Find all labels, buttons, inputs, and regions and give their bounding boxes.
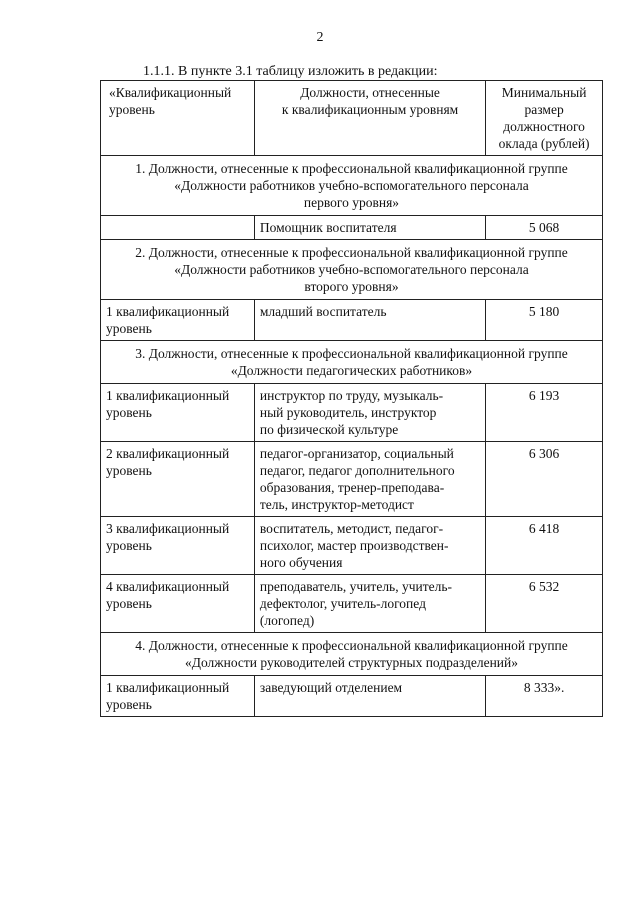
header-positions: Должности, отнесенные к квалификационным уровням	[254, 81, 485, 156]
page-number: 2	[316, 30, 324, 45]
group-title-row	[101, 341, 603, 384]
header-min-salary: Минимальный размер должностного оклада (рублей)	[486, 81, 603, 156]
salary-cell: 5 180	[486, 300, 603, 341]
table-row	[101, 300, 603, 341]
qualification-level-cell: 1 квалификационный уровень	[101, 384, 255, 442]
group-title: 3. Должности, отнесенные к профессиональной квалификационной группе «Должности педагогических работников»	[101, 341, 603, 384]
header-qualification-level: «Квалификационный уровень	[101, 81, 255, 156]
group-title-row	[101, 156, 603, 216]
qualification-level-cell: 3 квалификационный уровень	[101, 517, 255, 575]
salary-cell: 6 306	[486, 442, 603, 517]
positions-cell: воспитатель, методист, педагог- психолог, мастер производствен- ного обучения	[254, 517, 485, 575]
qualification-level-cell: 2 квалификационный уровень	[101, 442, 255, 517]
group-title: 1. Должности, отнесенные к профессиональной квалификационной группе «Должности работников учебно-вспомогательного персонала первого уровня»	[101, 156, 603, 216]
intro-paragraph: 1.1.1. В пункте 3.1 таблицу изложить в редакции:	[143, 64, 438, 79]
group-title-row	[101, 633, 603, 676]
group-title-row	[101, 240, 603, 300]
salary-cell: 8 333».	[486, 676, 603, 717]
table-row	[101, 384, 603, 442]
positions-cell: преподаватель, учитель, учитель- дефектолог, учитель-логопед (логопед)	[254, 575, 485, 633]
positions-cell: Помощник воспитателя	[254, 216, 485, 240]
table-row	[101, 575, 603, 633]
group-title: 2. Должности, отнесенные к профессиональной квалификационной группе «Должности работников учебно-вспомогательного персонала второго уровня»	[101, 240, 603, 300]
table-row	[101, 442, 603, 517]
table-row	[101, 517, 603, 575]
positions-cell: младший воспитатель	[254, 300, 485, 341]
qualification-level-cell: 4 квалификационный уровень	[101, 575, 255, 633]
salary-cell: 6 418	[486, 517, 603, 575]
positions-cell: заведующий отделением	[254, 676, 485, 717]
qualification-level-cell: 1 квалификационный уровень	[101, 676, 255, 717]
table-header-row	[101, 81, 603, 156]
salary-cell: 6 532	[486, 575, 603, 633]
table-row	[101, 216, 603, 240]
positions-cell: педагог-организатор, социальный педагог, педагог дополнительного образования, тренер-преподава- тель, инструктор-методист	[254, 442, 485, 517]
salary-cell: 5 068	[486, 216, 603, 240]
positions-cell: инструктор по труду, музыкаль- ный руководитель, инструктор по физической культуре	[254, 384, 485, 442]
table-row	[101, 676, 603, 717]
group-title: 4. Должности, отнесенные к профессиональной квалификационной группе «Должности руководителей структурных подразделений»	[101, 633, 603, 676]
salary-table	[100, 80, 603, 717]
qualification-level-cell	[101, 216, 255, 240]
salary-cell: 6 193	[486, 384, 603, 442]
qualification-level-cell: 1 квалификационный уровень	[101, 300, 255, 341]
